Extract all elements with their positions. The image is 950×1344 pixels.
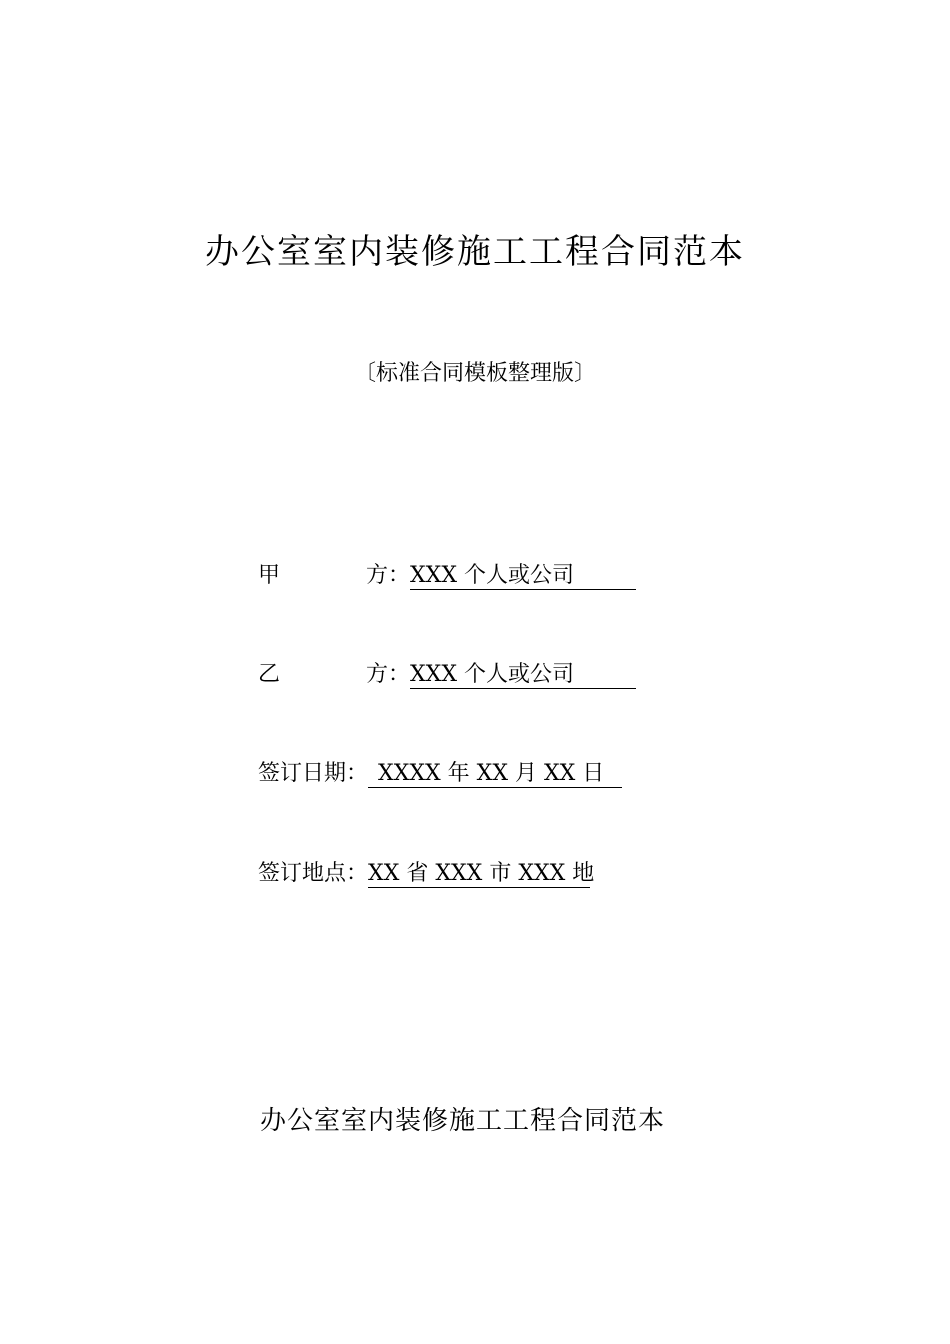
party-b-field	[258, 659, 636, 691]
sign-place-value: XX 省 XXX 市 XXX 地	[368, 861, 595, 886]
footer-title: 办公室室内装修施工工程合同范本	[260, 1106, 666, 1136]
sign-place-field	[258, 858, 595, 890]
party-b-colon: ：	[388, 662, 411, 687]
party-b-value: XXX 个人或公司	[410, 662, 636, 689]
sign-place-label: 签订地点	[258, 861, 347, 886]
sign-date-label: 签订日期	[258, 761, 347, 786]
sign-date-field	[258, 758, 622, 790]
party-a-colon: ：	[388, 563, 411, 588]
document-subtitle: 〔标准合同模板整理版〕	[353, 361, 596, 386]
party-b-label-first: 乙	[258, 662, 281, 687]
party-a-field	[258, 560, 636, 592]
sign-place-colon: ：	[346, 861, 369, 886]
party-b-label	[258, 659, 388, 691]
party-a-label-first: 甲	[258, 563, 281, 588]
party-a-label-second: 方	[365, 563, 388, 588]
party-a-value: XXX 个人或公司	[410, 563, 636, 590]
party-b-label-second: 方	[365, 662, 388, 687]
party-a-label	[258, 560, 388, 592]
sign-date-value: XXXX 年 XX 月 XX 日	[368, 761, 622, 788]
sign-date-colon: ：	[346, 761, 369, 786]
document-title: 办公室室内装修施工工程合同范本	[205, 232, 745, 272]
